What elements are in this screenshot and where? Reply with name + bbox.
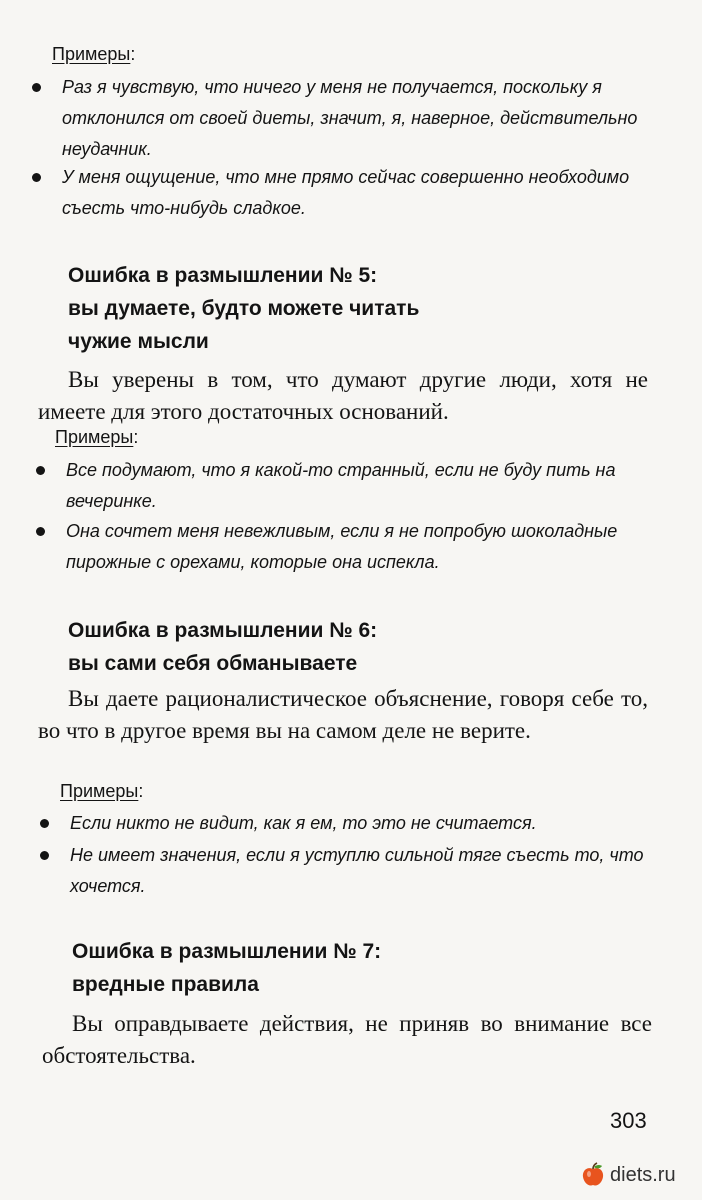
example-item: Раз я чувствую, что ничего у меня не получается, поскольку я отклонился от своей диеты, значит, я, наверное, действительно неудачник. bbox=[62, 72, 647, 165]
apple-icon bbox=[580, 1162, 606, 1188]
example-item: Все подумают, что я какой-то странный, если не буду пить на вечеринке. bbox=[66, 455, 651, 517]
example-item: Если никто не видит, как я ем, то это не считается. bbox=[70, 808, 655, 839]
section-heading: Ошибка в размышлении № 6: вы сами себя обманываете bbox=[68, 619, 378, 675]
watermark-text: diets.ru bbox=[610, 1163, 676, 1186]
section-heading: Ошибка в размышлении № 5: вы думаете, будто можете читать чужие мысли bbox=[68, 264, 420, 353]
section-text: Вы даете рационалистическое объяснение, говоря себе то, во что в другое время вы на самом деле не верите. bbox=[38, 686, 648, 743]
section-text: Вы оправдываете действия, не приняв во внимание все обстоятельства. bbox=[42, 1011, 652, 1068]
example-item: У меня ощущение, что мне прямо сейчас совершенно необходимо съесть что-нибудь сладкое. bbox=[62, 162, 647, 224]
examples-label: Примеры: bbox=[60, 781, 144, 801]
examples-label: Примеры: bbox=[55, 427, 139, 447]
watermark bbox=[580, 1162, 676, 1188]
section-heading: Ошибка в размышлении № 7: вредные правила bbox=[72, 940, 382, 996]
example-item: Она сочтет меня невежливым, если я не попробую шоколадные пирожные с орехами, которые она испекла. bbox=[66, 516, 651, 578]
page-number: 303 bbox=[610, 1108, 647, 1133]
section-text: Вы уверены в том, что думают другие люди, хотя не имеете для этого достаточных оснований. bbox=[38, 367, 648, 424]
example-item: Не имеет значения, если я уступлю сильной тяге съесть то, что хочется. bbox=[70, 840, 655, 902]
examples-label: Примеры: bbox=[52, 44, 136, 64]
